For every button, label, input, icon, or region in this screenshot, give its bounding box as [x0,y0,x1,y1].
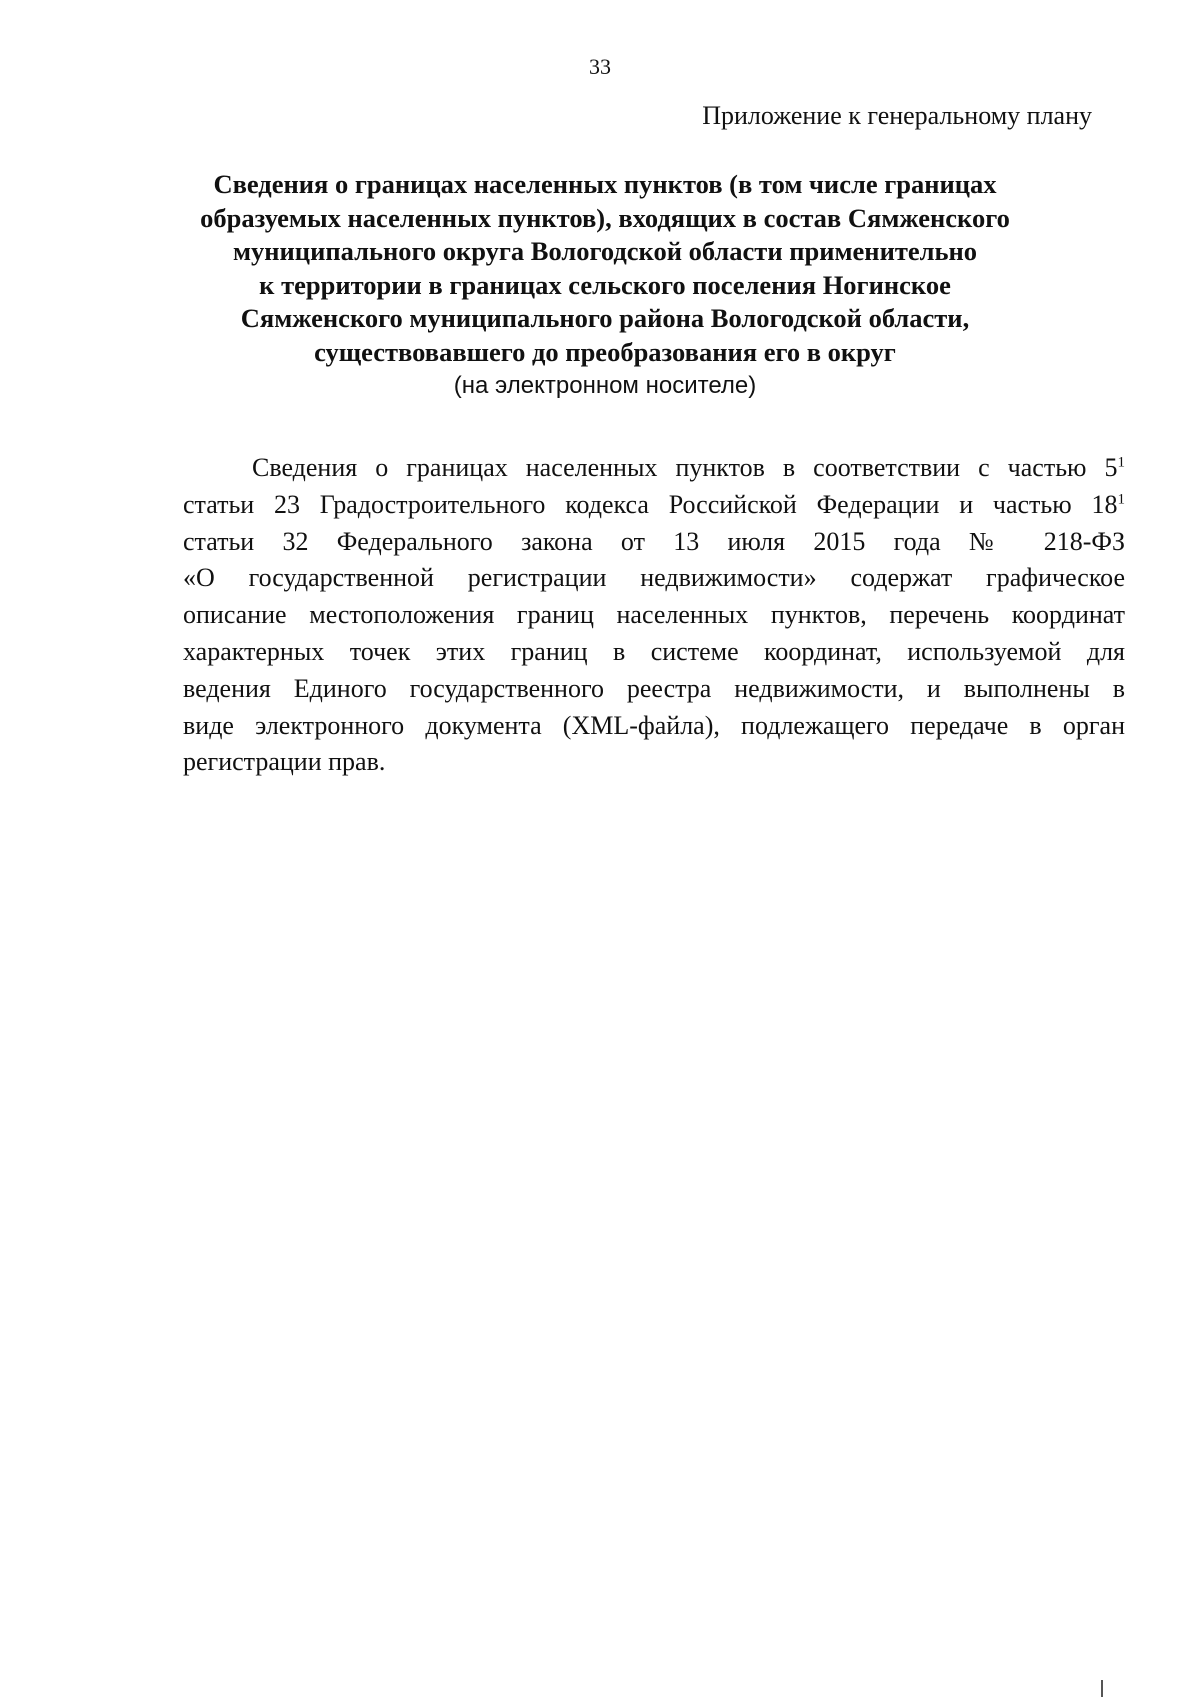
scan-mark [1101,1680,1103,1697]
document-title [150,168,1060,403]
body-line: статьи 32 Федерального закона от 13 июля 2015 года № 218-ФЗ [183,526,1125,556]
body-line: описание местоположения границ населенных пунктов, перечень координат [183,600,1125,630]
body-line: регистрации прав. [183,747,386,777]
body-line [183,450,1125,487]
superscript: 1 [1117,491,1125,508]
title-line: образуемых населенных пунктов), входящих в состав Сямженского [200,202,1010,233]
superscript: 1 [1117,454,1125,471]
appendix-note: Приложение к генеральному плану [702,101,1092,130]
page-number: 33 [589,54,611,79]
body-paragraph [183,450,1125,781]
body-line-text: статьи 23 Градостроительного кодекса Российской Федерации и частью 18 [183,489,1118,519]
body-line: «О государственной регистрации недвижимости» содержат графическое [183,563,1125,593]
body-line-text: Сведения о границах населенных пунктов в соответствии с частью 5 [252,453,1118,482]
body-line [183,487,1125,524]
title-medium-note: (на электронном носителе) [453,372,757,399]
title-line: муниципального округа Вологодской области применительно [232,236,978,266]
title-line: Сведения о границах населенных пунктов (в том числе границах [213,169,997,199]
body-line: ведения Единого государственного реестра недвижимости, и выполнены в [183,673,1125,703]
title-line: к территории в границах сельского поселения Ногинское [259,269,951,300]
body-line: виде электронного документа (XML-файла), подлежащего передаче в орган [183,710,1125,740]
body-line: характерных точек этих границ в системе координат, используемой для [183,636,1125,666]
title-line: Сямженского муниципального района Вологодской области, [240,303,970,333]
title-line: существовавшего до преобразования его в округ [314,336,896,367]
